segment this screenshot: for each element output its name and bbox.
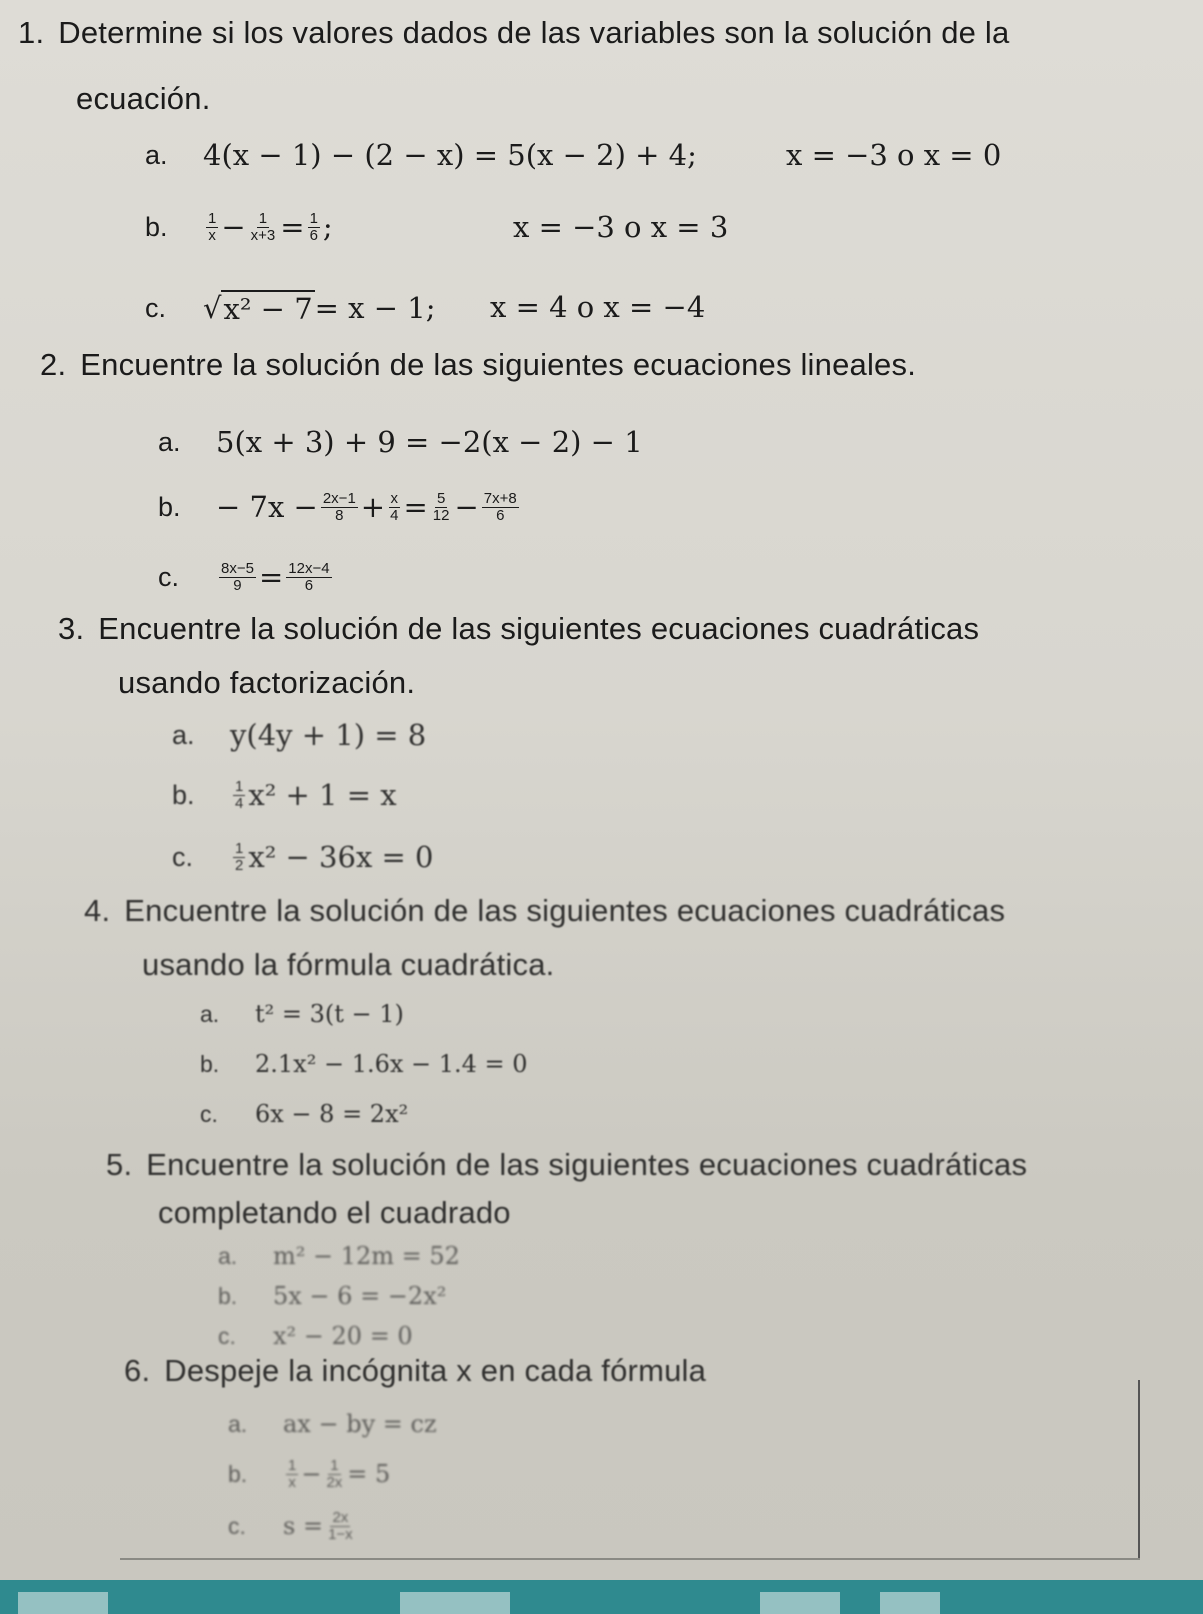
q5-item-b xyxy=(218,1282,446,1310)
question-2-heading xyxy=(40,346,916,385)
q4b-label: b. xyxy=(200,1050,220,1077)
q1a-equation: 4(x − 1) − (2 − x) = 5(x − 2) + 4; xyxy=(203,138,697,172)
question-3-title-line-2: usando factorización. xyxy=(118,665,416,700)
q4b-equation: 2.1x² − 1.6x − 1.4 = 0 xyxy=(255,1050,528,1078)
q6-item-a xyxy=(228,1410,437,1438)
question-5-heading xyxy=(106,1146,1027,1185)
q3b-fraction: $\frac{1}{4}$ xyxy=(235,777,244,812)
q1c-radicand: x² − 7 xyxy=(223,292,313,326)
background-shape xyxy=(400,1592,510,1614)
question-1-title-line-2: ecuación. xyxy=(76,81,211,116)
question-4-heading xyxy=(84,892,1005,931)
question-4-number: 4. xyxy=(84,893,111,928)
background-shape xyxy=(18,1592,108,1614)
q1b-operator-2: = xyxy=(280,210,305,244)
q4a-label: a. xyxy=(200,1000,220,1027)
q1b-label: b. xyxy=(145,211,168,242)
q2c-label: c. xyxy=(158,561,180,592)
q2b-fraction-3: $\frac{5}{12}$ xyxy=(432,489,450,524)
q4c-equation: 6x − 8 = 2x² xyxy=(255,1100,409,1128)
q1b-operator-1: − xyxy=(221,210,246,244)
question-5-title-line-1: Encuentre la solución de las siguientes ecuaciones cuadráticas xyxy=(146,1147,1028,1182)
background-shape xyxy=(760,1592,840,1614)
q6c-lead: s = xyxy=(283,1512,324,1541)
question-3-number: 3. xyxy=(58,611,85,646)
q1b-solutions: x = −3 o x = 3 xyxy=(513,210,729,244)
q5c-label: c. xyxy=(218,1322,236,1349)
q4a-equation: t² = 3(t − 1) xyxy=(255,1000,404,1028)
question-1-number: 1. xyxy=(18,15,45,50)
q6b-operator: − xyxy=(301,1460,322,1489)
q1b-terminator: ; xyxy=(322,210,333,244)
q1-item-a xyxy=(145,138,697,172)
question-4-title-line-1: Encuentre la solución de las siguientes ecuaciones cuadráticas xyxy=(124,893,1006,928)
q6-item-b xyxy=(228,1458,390,1491)
question-4-title-line-2: usando la fórmula cuadrática. xyxy=(142,947,555,982)
background-shape xyxy=(880,1592,940,1614)
q3b-label: b. xyxy=(172,779,195,810)
question-2-number: 2. xyxy=(40,347,67,382)
q4-item-b xyxy=(200,1050,528,1078)
question-6-heading xyxy=(124,1352,706,1391)
page-bottom-edge xyxy=(120,1558,1140,1560)
q1a-solutions: x = −3 o x = 0 xyxy=(786,138,1002,172)
q2b-operator-3: − xyxy=(454,490,479,524)
q2-item-b xyxy=(158,490,522,524)
background-strip xyxy=(0,1580,1203,1614)
q2b-label: b. xyxy=(158,491,181,522)
q4-item-a xyxy=(200,1000,404,1028)
question-3-title-line-1: Encuentre la solución de las siguientes ecuaciones cuadráticas xyxy=(98,611,980,646)
q2-item-a xyxy=(158,425,643,459)
q2a-equation: 5(x + 3) + 9 = −2(x − 2) − 1 xyxy=(216,425,643,459)
q5b-equation: 5x − 6 = −2x² xyxy=(273,1282,447,1310)
q1b-fraction-1: $\frac{1}{x}$ xyxy=(208,209,217,244)
q2b-fraction-4: $\frac{7x+8}{6}$ xyxy=(483,489,517,524)
q1-item-c xyxy=(145,290,436,326)
q5a-equation: m² − 12m = 52 xyxy=(273,1242,460,1270)
q2c-fraction-1: $\frac{8x-5}{9}$ xyxy=(221,559,254,594)
q2-item-c xyxy=(158,560,335,594)
q2b-lead: − 7x − xyxy=(216,490,318,524)
q6b-label: b. xyxy=(228,1460,248,1487)
q3c-fraction: $\frac{1}{2}$ xyxy=(235,839,244,874)
question-3-heading xyxy=(58,610,979,649)
q2b-operator-2: = xyxy=(403,490,428,524)
q2c-fraction-2: $\frac{12x-4}{6}$ xyxy=(288,559,330,594)
q2b-operator-1: + xyxy=(360,490,386,524)
q2b-fraction-1: $\frac{2x-1}{8}$ xyxy=(322,489,356,524)
question-1-title-line-1: Determine si los valores dados de las variables son la solución de la xyxy=(58,15,1010,50)
q6b-equation-tail: = 5 xyxy=(347,1460,391,1489)
question-2-title: Encuentre la solución de las siguientes ecuaciones lineales. xyxy=(80,347,917,382)
q2a-label: a. xyxy=(158,426,181,457)
q5-item-c xyxy=(218,1322,413,1350)
q1b-fraction-3: $\frac{1}{6}$ xyxy=(309,209,318,244)
q6b-fraction-2: $\frac{1}{2x}$ xyxy=(326,1457,343,1491)
question-1-heading xyxy=(18,14,1009,53)
q2b-fraction-2: $\frac{x}{4}$ xyxy=(390,489,399,524)
q3-item-c xyxy=(172,840,434,874)
q1-item-b xyxy=(145,210,333,244)
q1c-label: c. xyxy=(145,292,167,323)
q3-item-b xyxy=(172,778,397,812)
q6a-equation: ax − by = cz xyxy=(283,1410,437,1438)
q6b-fraction-1: $\frac{1}{x}$ xyxy=(288,1457,297,1491)
q6a-label: a. xyxy=(228,1410,248,1437)
q5c-equation: x² − 20 = 0 xyxy=(273,1322,413,1350)
q4c-label: c. xyxy=(200,1100,218,1127)
q3c-equation-tail: x² − 36x = 0 xyxy=(248,840,434,874)
question-6-number: 6. xyxy=(124,1353,151,1388)
q6c-fraction: $\frac{2x}{1-x}$ xyxy=(328,1509,353,1543)
q5-item-a xyxy=(218,1242,460,1270)
q4-item-c xyxy=(200,1100,408,1128)
question-6-title: Despeje la incógnita x en cada fórmula xyxy=(164,1353,707,1388)
q5a-label: a. xyxy=(218,1242,238,1269)
q1c-equation-tail: = x − 1; xyxy=(314,291,436,325)
q3a-equation: y(4y + 1) = 8 xyxy=(230,718,427,752)
q3b-equation-tail: x² + 1 = x xyxy=(248,778,397,812)
q3c-label: c. xyxy=(172,841,194,872)
q1c-root-symbol: √ xyxy=(203,291,222,325)
page-right-edge xyxy=(1138,1380,1140,1560)
question-5-title-line-2: completando el cuadrado xyxy=(158,1195,511,1230)
q1c-solutions: x = 4 o x = −4 xyxy=(490,290,706,324)
q5b-label: b. xyxy=(218,1282,238,1309)
q6c-label: c. xyxy=(228,1512,246,1539)
question-5-number: 5. xyxy=(106,1147,133,1182)
q2c-operator: = xyxy=(258,560,284,594)
q1b-fraction-2: $\frac{1}{x+3}$ xyxy=(250,209,276,244)
q3a-label: a. xyxy=(172,719,195,750)
q3-item-a xyxy=(172,718,426,752)
q1a-label: a. xyxy=(145,139,168,170)
q6-item-c xyxy=(228,1510,358,1543)
